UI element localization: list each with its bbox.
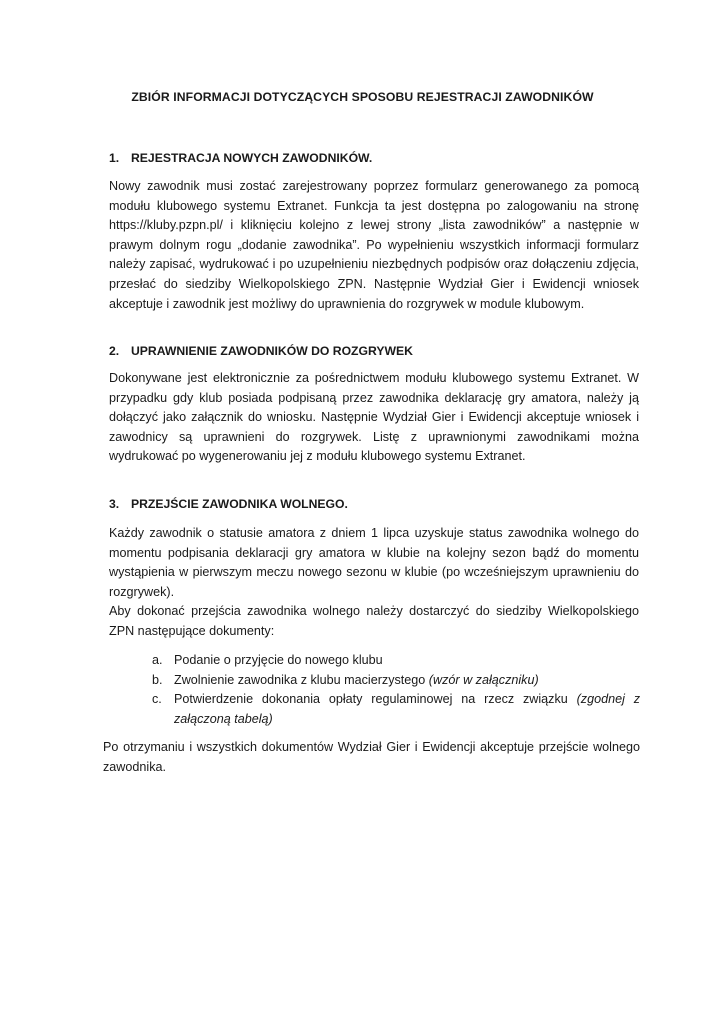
- list-item: [152, 671, 640, 691]
- section-heading-registration: [109, 151, 372, 165]
- list-marker: a.: [152, 653, 163, 667]
- section-heading-eligibility: [109, 344, 413, 358]
- section-paragraph-free-transfer: Każdy zawodnik o statusie amatora z dniem 1 lipca uzyskuje status zawodnika wolnego do momentu podpisania deklaracji gry amatora w klubie na kolejny sezon bądź do momentu wystąpienia w pierwszym meczu nowego sezonu w klubie (po wcześniejszym uprawnieniu do rozgrywek).: [109, 526, 639, 599]
- list-item: [152, 690, 640, 729]
- list-item-note: (zgodnej z załączoną tabelą): [174, 692, 640, 726]
- section-paragraph-registration: Nowy zawodnik musi zostać zarejestrowany poprzez formularz generowanego za pomocą modułu klubowego systemu Extranet. Funkcja ta jest dostępna po zalogowaniu na stronę https://kluby.pzpn.pl/ i kliknięciu kolejno z lewej strony „lista zawodników” a następnie w prawym dolnym rogu „dodanie zawodnika”. Po wypełnieniu wszystkich informacji formularz należy zapisać, wydrukować i po uzupełnieniu niezbędnych podpisów oraz dołączeniu zdjęcia, przesłać do siedziby Wielkopolskiego ZPN. Następnie Wydział Gier i Ewidencji wniosek akceptuje i zawodnik jest możliwy do uprawnienia do rozgrywek w module klubowym.: [109, 179, 639, 311]
- list-marker: b.: [152, 672, 163, 687]
- list-item: [152, 651, 640, 671]
- section-number: 1.: [109, 151, 120, 165]
- section-number: 3.: [109, 497, 120, 511]
- section-number: 2.: [109, 344, 120, 358]
- list-item-text: Potwierdzenie dokonania opłaty regulaminowej na rzecz związku: [174, 692, 577, 707]
- section-paragraph-documents-intro: Aby dokonać przejścia zawodnika wolnego należy dostarczyć do siedziby Wielkopolskiego ZPN następujące dokumenty:: [109, 604, 639, 638]
- section-heading-text: REJESTRACJA NOWYCH ZAWODNIKÓW.: [131, 151, 373, 165]
- list-item-text: Podanie o przyjęcie do nowego klubu: [174, 653, 383, 667]
- list-item-text: Zwolnienie zawodnika z klubu macierzystego: [174, 672, 429, 687]
- required-documents-list: [152, 651, 640, 729]
- section-heading-text: PRZEJŚCIE ZAWODNIKA WOLNEGO.: [131, 497, 348, 511]
- section-heading-free-transfer: [109, 497, 348, 511]
- closing-paragraph: Po otrzymaniu i wszystkich dokumentów Wydział Gier i Ewidencji akceptuje przejście wolnego zawodnika.: [103, 740, 640, 774]
- document-title: ZBIÓR INFORMACJI DOTYCZĄCYCH SPOSOBU REJESTRACJI ZAWODNIKÓW: [131, 90, 594, 104]
- list-item-note: (wzór w załączniku): [428, 672, 539, 687]
- list-marker: c.: [152, 692, 162, 707]
- section-heading-text: UPRAWNIENIE ZAWODNIKÓW DO ROZGRYWEK: [131, 344, 413, 358]
- section-paragraph-eligibility: Dokonywane jest elektronicznie za pośrednictwem modułu klubowego systemu Extranet. W przypadku gdy klub posiada podpisaną przez zawodnika deklarację gry amatora, należy ją dołączyć jako załącznik do wniosku. Następnie Wydział Gier i Ewidencji akceptuje wniosek i zawodnicy są uprawnieni do rozgrywek. Listę z uprawnionymi zawodnikami można wydrukować po wygenerowaniu jej z modułu klubowego systemu Extranet.: [109, 371, 639, 464]
